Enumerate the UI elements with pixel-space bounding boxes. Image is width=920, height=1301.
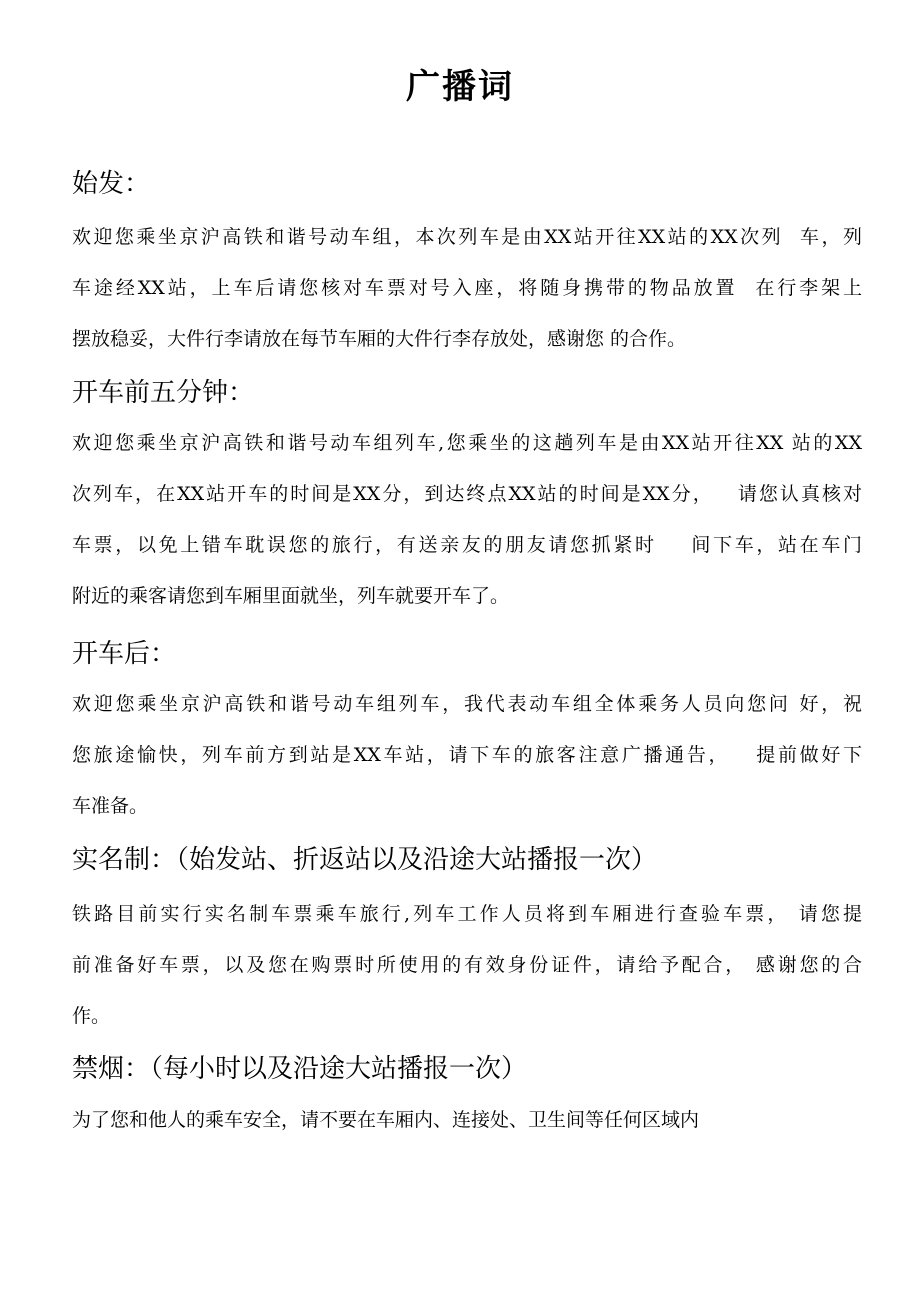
body-line: 为了您和他人的乘车安全，请不要在车厢内、连接处、卫生间等任何区域内 xyxy=(72,1109,700,1131)
section-body-after-departure xyxy=(72,679,862,832)
body-line: 作。 xyxy=(72,1005,111,1027)
section-heading-real-name: 实名制：（始发站、折返站以及沿途大站播报一次） xyxy=(72,845,658,875)
body-line: 前准备好车票，以及您在购票时所使用的有效身份证件，请给予配合， 感谢您的合 xyxy=(72,954,862,976)
body-line: 欢迎您乘坐京沪高铁和谐号动车组列车,您乘坐的这趟列车是由XX站开往XX 站的XX xyxy=(72,432,862,454)
body-line: 次列车，在XX站开车的时间是XX分，到达终点XX站的时间是XX分， 请您认真核对 xyxy=(72,483,862,505)
section-body-real-name xyxy=(72,889,862,1042)
section-heading-no-smoking: 禁烟：（每小时以及沿途大站播报一次） xyxy=(72,1054,528,1084)
body-line: 摆放稳妥，大件行李请放在每节车厢的大件行李存放处，感谢您 的合作。 xyxy=(72,328,687,350)
section-body-departure xyxy=(72,212,862,365)
section-body-no-smoking xyxy=(72,1095,862,1146)
body-line: 欢迎您乘坐京沪高铁和谐号动车组列车，我代表动车组全体乘务人员向您问 好，祝 xyxy=(72,693,862,715)
body-line: 欢迎您乘坐京沪高铁和谐号动车组，本次列车是由XX站开往XX站的XX次列 车，列 xyxy=(72,226,862,248)
body-line: 附近的乘客请您到车厢里面就坐，列车就要开车了。 xyxy=(72,585,510,607)
body-line: 车票，以免上错车耽误您的旅行，有送亲友的朋友请您抓紧时 间下车，站在车门 xyxy=(72,534,862,556)
section-heading-after-departure: 开车后： xyxy=(72,639,177,669)
section-heading-five-minutes-before: 开车前五分钟： xyxy=(72,378,255,408)
section-heading-departure: 始发： xyxy=(72,169,151,199)
body-line: 车准备。 xyxy=(72,795,149,817)
body-line: 铁路目前实行实名制车票乘车旅行,列车工作人员将到车厢进行查验车票， 请您提 xyxy=(72,903,862,925)
body-line: 车途经XX站，上车后请您核对车票对号入座，将随身携带的物品放置 在行李架上 xyxy=(72,277,862,299)
section-body-five-minutes-before xyxy=(72,418,862,622)
document-title: 广播词 xyxy=(406,67,514,107)
body-line: 您旅途愉快，列车前方到站是XX车站，请下车的旅客注意广播通告， 提前做好下 xyxy=(72,744,862,766)
